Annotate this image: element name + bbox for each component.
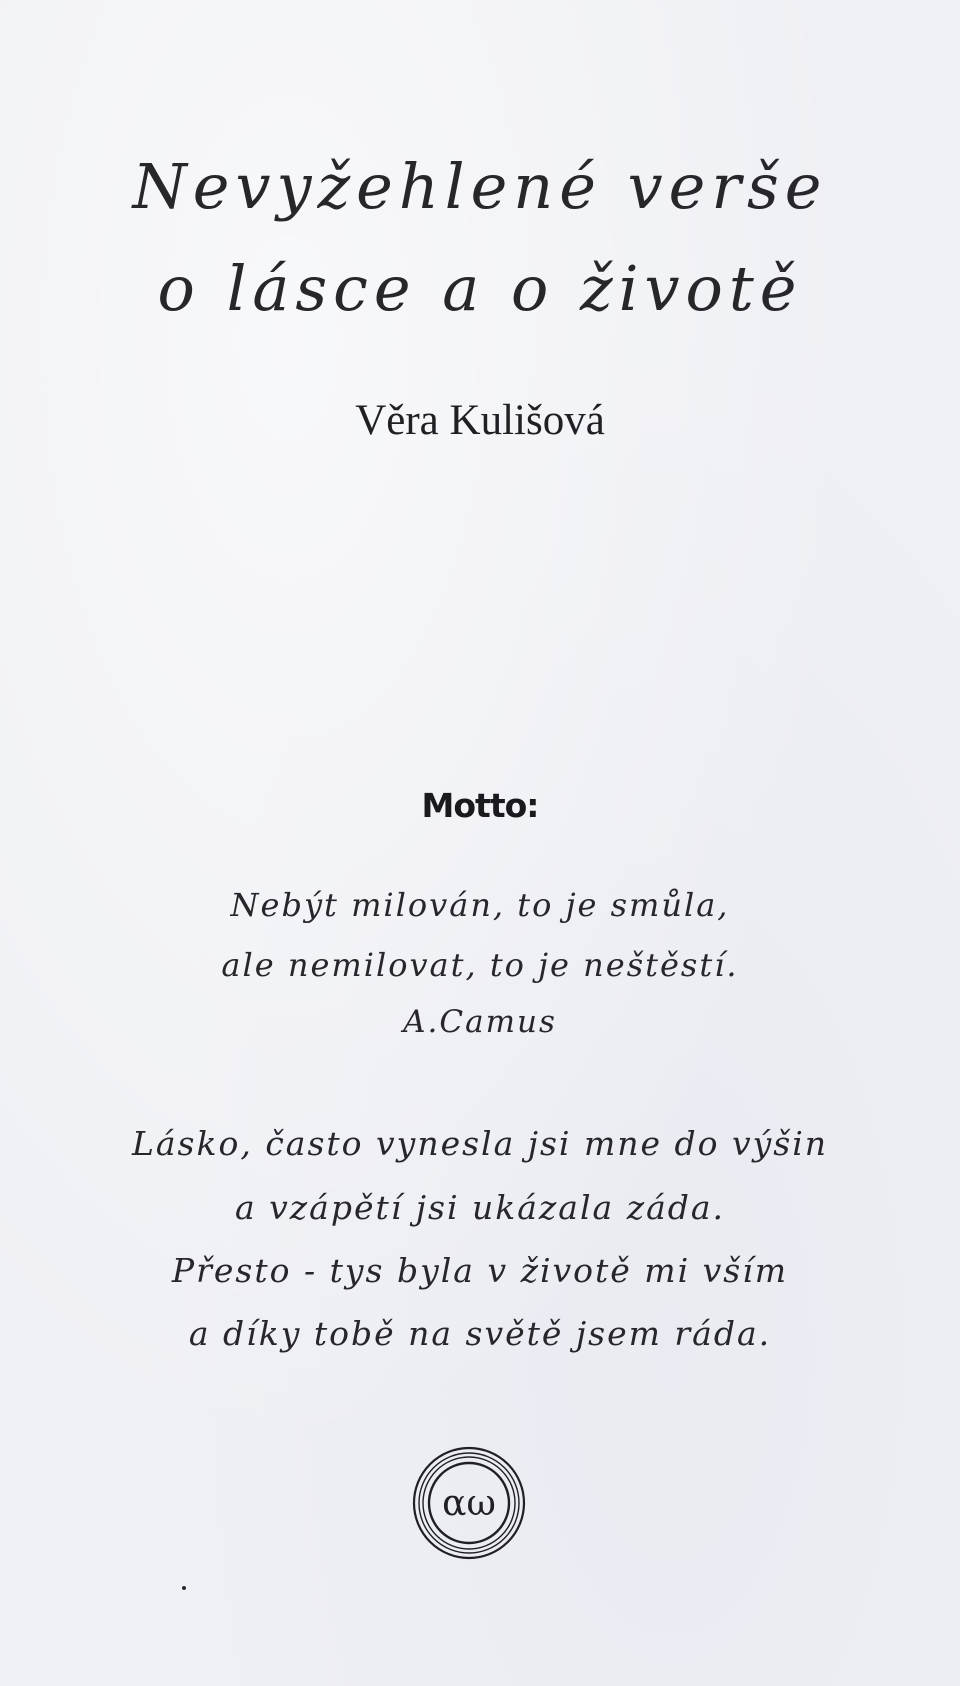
poem-line-3: Přesto - tys byla v životě mi vším	[171, 1251, 789, 1290]
quote-line-1: Nebýt milován, to je smůla,	[230, 886, 730, 924]
poem-line-4: a díky tobě na světě jsem ráda.	[188, 1314, 772, 1353]
poem-line-1: Lásko, často vynesla jsi mne do výšin	[131, 1124, 829, 1163]
book-title-line-2: o lásce a o životě	[157, 252, 803, 325]
quote-line-2: ale nemilovat, to je neštěstí.	[221, 946, 739, 984]
quote-author: A.Camus	[403, 1004, 557, 1040]
author-name: Věra Kulišová	[355, 397, 605, 444]
publisher-logo-text: αω	[442, 1483, 496, 1524]
alpha-omega-logo-icon	[411, 1445, 527, 1561]
book-title-line-1: Nevyžehlené verše	[132, 150, 828, 223]
poem-line-2: a vzápětí jsi ukázala záda.	[234, 1188, 726, 1227]
print-speck	[182, 1586, 186, 1590]
motto-heading: Motto:	[421, 786, 539, 825]
